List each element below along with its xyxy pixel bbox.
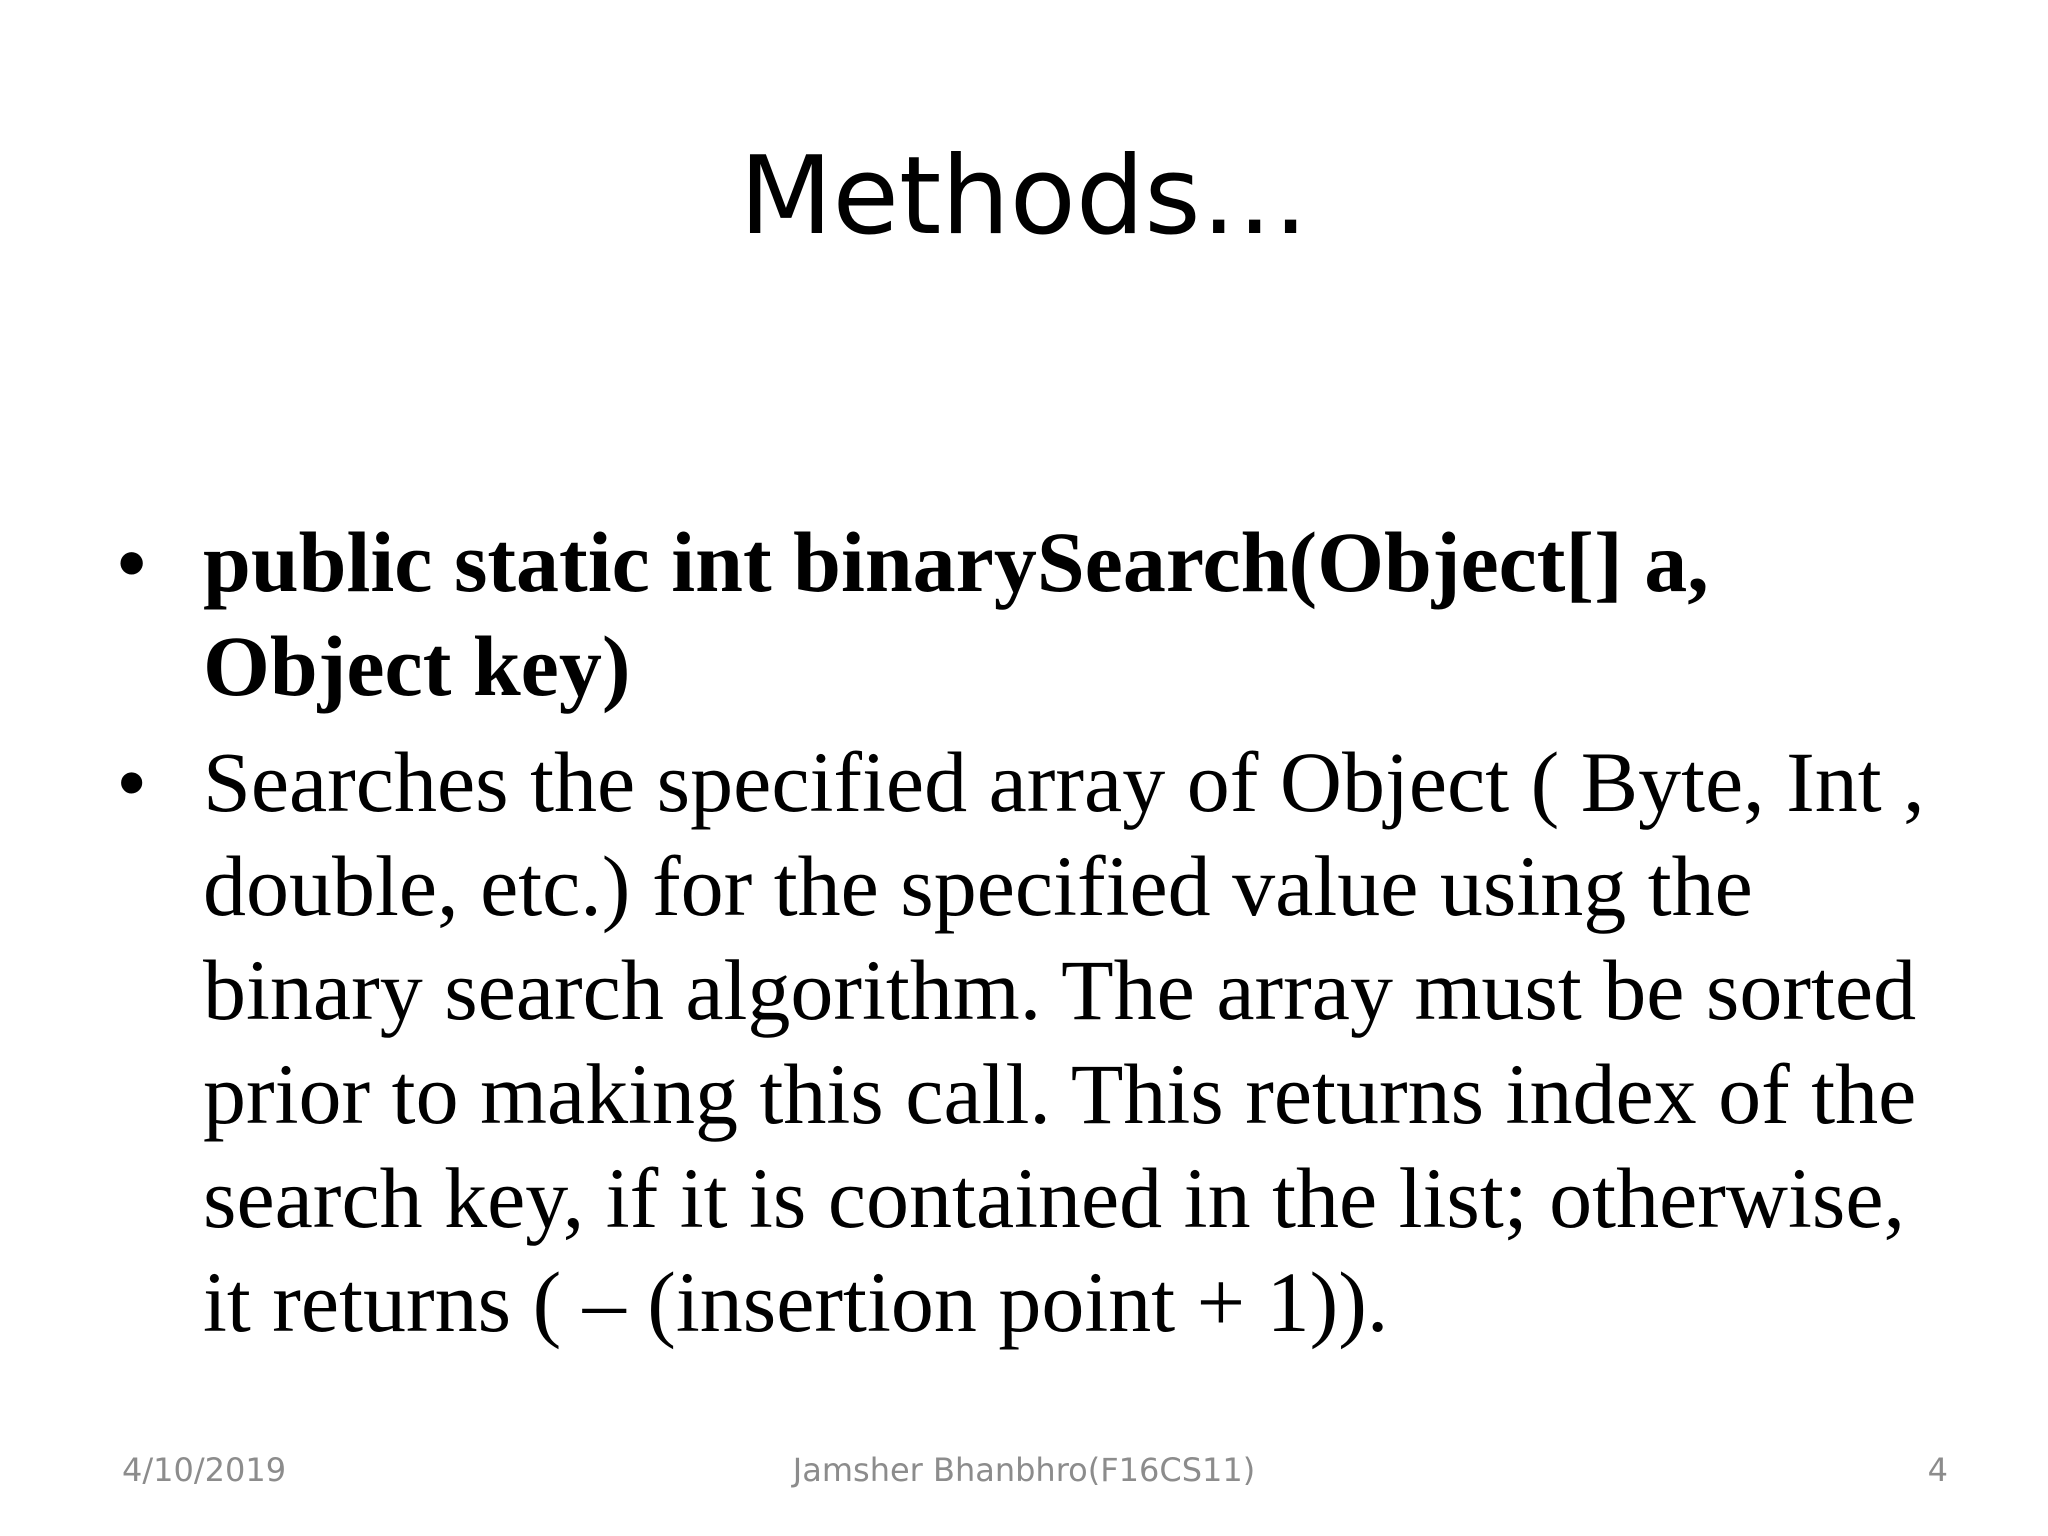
footer-author: Jamsher Bhanbhro(F16CS11) [792, 1451, 1256, 1489]
bullet-list [118, 510, 1938, 1366]
bullet-icon: • [118, 738, 146, 826]
slide-title: Methods… [739, 134, 1309, 259]
bullet-item-description [118, 730, 1938, 1354]
footer-date: 4/10/2019 [122, 1451, 287, 1489]
method-description-text: Searches the specified array of Object ( Byte, Int , double, etc.) for the specified value using the binary search algorithm. The array must be sorted prior to making this call. This returns index of the search key, if it is contained in the list; otherwise, it returns ( – (insertion point + 1)). [203, 734, 1925, 1350]
method-signature-text: public static int binarySearch(Object[] a, Object key) [203, 514, 1709, 714]
bullet-item-method-signature [118, 510, 1938, 718]
bullet-icon: • [118, 518, 146, 606]
footer-page-number: 4 [1927, 1451, 1948, 1489]
